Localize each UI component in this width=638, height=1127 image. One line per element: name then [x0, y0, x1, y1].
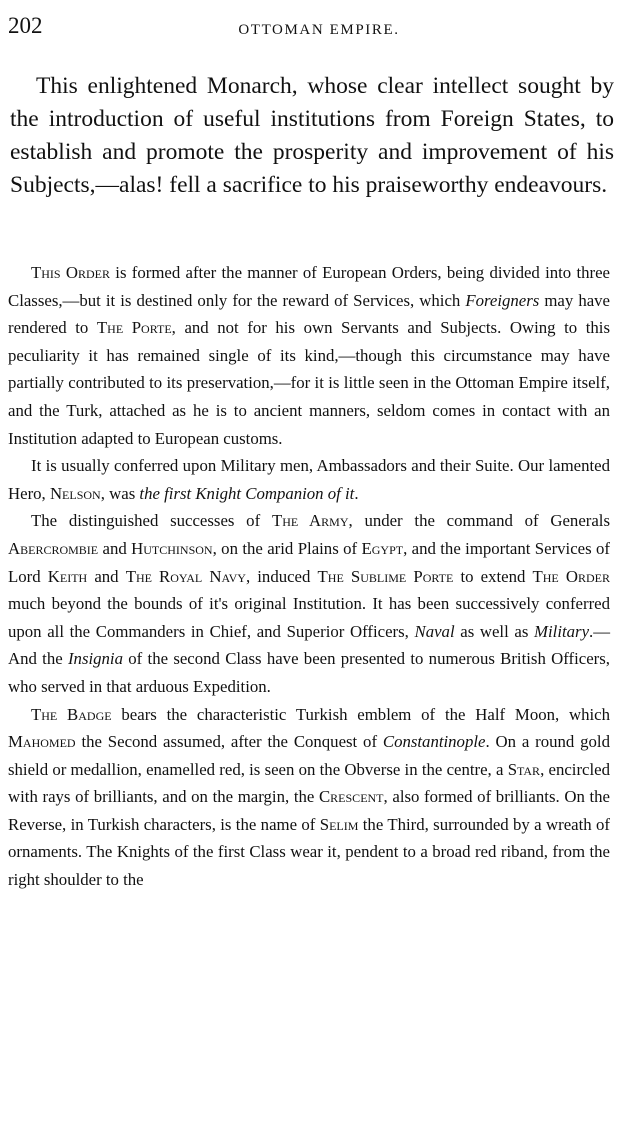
small-caps-text: Selim [319, 814, 359, 834]
text-run: , on the arid Plains of [212, 538, 362, 558]
text-run: to extend [453, 566, 533, 586]
text-run: much beyond the bounds of it's original Institution. It has been successively conferred upon all the Commanders in Chief, and Superior Officers, [8, 594, 610, 641]
text-run: , induced [245, 566, 318, 586]
text-run: and [98, 538, 132, 558]
text-run: , also formed of brilliants. On the Reverse, in Turkish characters, is the name of [8, 787, 610, 834]
small-caps-text: The Order [532, 566, 610, 586]
text-run: , and the important Services of Lord [8, 538, 611, 586]
small-caps-text: The Army [271, 511, 349, 531]
small-caps-text: The Royal Navy [125, 566, 246, 586]
text-run: The distinguished successes of [31, 511, 272, 531]
text-run: , was [100, 483, 140, 503]
body-text [8, 259, 610, 894]
text-run: the Third, surrounded by a wreath of ornaments. The Knights of the first Class wear it, pendent to a broad red riband, from the right shoulder to the [8, 814, 610, 890]
intro-section [10, 70, 614, 202]
text-run: It is usually conferred upon Military men, Ambassadors and their Suite. Our lamented Hero, [8, 456, 610, 503]
small-caps-text: Hutchinson [131, 538, 213, 558]
text-run: , and not for his own Servants and Subjects. Owing to this peculiarity it has remained single of its kind,—though this circumstance may have partially contributed to its preservation,—for it is little seen in the Ottoman Empire itself, and the Turk, attached as he is to ancient manners, seldom comes in contact with an Institution adapted to European customs. [8, 318, 610, 448]
text-run: . [354, 483, 359, 503]
intro-paragraph: This enlightened Monarch, whose clear intellect sought by the introduction of useful institutions from Foreign States, to establish and promote the prosperity and improvement of his Subjects,—alas! fell a sacrifice to his praiseworthy endeavours. [10, 73, 614, 198]
running-title: OTTOMAN EMPIRE. [238, 22, 400, 38]
small-caps-text: Keith [47, 566, 88, 586]
paragraph-order-description [8, 259, 610, 452]
paragraph-successes [8, 507, 610, 700]
text-run: . On a round gold shield or medallion, enamelled red, is seen on the Obverse in the centre, a [8, 732, 610, 779]
small-caps-text: Nelson [49, 483, 101, 503]
small-caps-text: The Badge [31, 704, 112, 724]
small-caps-text: The Porte [96, 318, 172, 338]
text-run: as well as [454, 621, 535, 641]
small-caps-text: Abercrombie [8, 538, 99, 558]
small-caps-text: This Order [31, 263, 110, 282]
italic-text: Military [534, 621, 590, 641]
small-caps-text: The Sublime Porte [317, 566, 454, 586]
text-run: the Second assumed, after the Conquest of [75, 732, 383, 752]
text-run: and [87, 566, 126, 586]
text-run: is formed after the manner of European Orders, being divided into three Classes,—but it is destined only for the reward of Services, which [8, 263, 611, 310]
small-caps-text: Crescent [318, 787, 384, 807]
text-run: of the second Class have been presented to numerous British Officers, who served in that arduous Expedition. [8, 649, 610, 696]
small-caps-text: Star [507, 759, 541, 779]
text-run: , encircled with rays of brilliants, and on the margin, the [8, 759, 610, 807]
italic-text: Insignia [67, 649, 123, 669]
page-number: 202 [8, 13, 43, 38]
paragraph-badge [8, 701, 610, 894]
text-run: bears the characteristic Turkish emblem of the Half Moon, which [111, 704, 611, 724]
italic-text: Foreigners [465, 290, 540, 310]
small-caps-text: Mahomed [8, 732, 76, 752]
text-run: , under the command of Generals [348, 511, 610, 531]
paragraph-conferred [8, 452, 610, 507]
italic-text: Naval [414, 621, 455, 641]
small-caps-text: Egypt [361, 538, 404, 558]
text-run: .—And the [8, 621, 611, 669]
text-run: may have rendered to [8, 290, 610, 338]
italic-text: Constantinople [382, 732, 486, 752]
italic-text: the first Knight Companion of it [139, 483, 355, 503]
